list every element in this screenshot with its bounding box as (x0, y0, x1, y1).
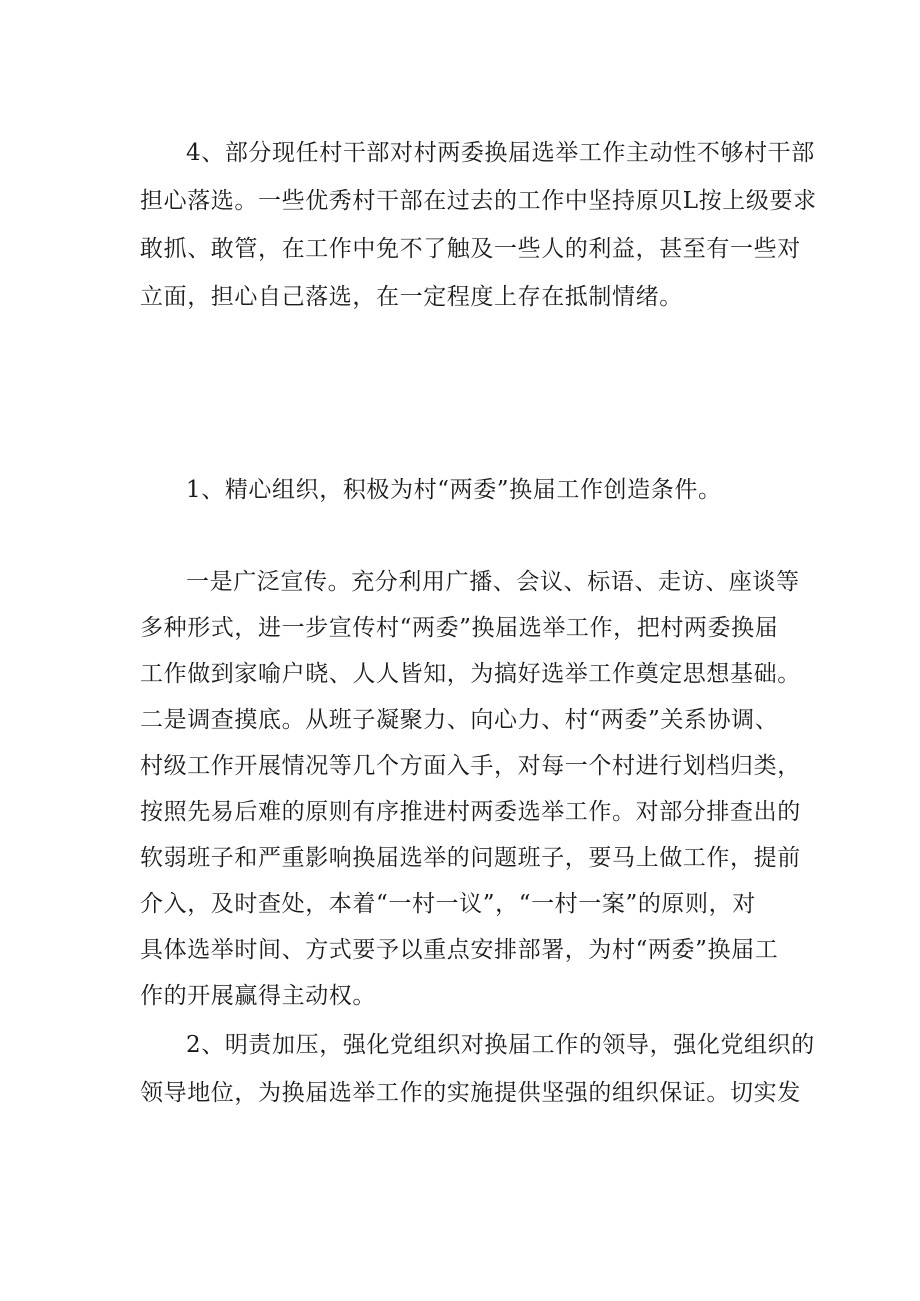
paragraph-1-line-3: 工作做到家喻户晓、人人皆知，为搞好选举工作奠定思想基础。 (140, 661, 801, 687)
paragraph-4-line-2: 担心落选。一些优秀村干部在过去的工作中坚持原贝L按上级要求 (140, 188, 817, 214)
paragraph-1-line-2: 多种形式，进一步宣传村“两委”换届选举工作，把村两委换届 (140, 615, 779, 641)
paragraph-4-line-3: 敢抓、敢管，在工作中免不了触及一些人的利益，甚至有一些对 (140, 236, 801, 262)
paragraph-1-line-9: 具体选举时间、方式要予以重点安排部署，为村“两委”换届工 (140, 937, 779, 963)
paragraph-4-line-1: 4、部分现任村干部对村两委换届选举工作主动性不够村干部 (186, 140, 815, 166)
paragraph-1-line-4: 二是调查摸底。从班子凝聚力、向心力、村“两委”关系协调、 (140, 707, 779, 733)
paragraph-2-line-1: 2、明责加压，强化党组织对换届工作的领导，强化党组织的 (186, 1032, 815, 1058)
paragraph-4-line-4: 立面，担心自己落选，在一定程度上存在抵制情绪。 (140, 284, 683, 310)
paragraph-1-line-8: 介入，及时查处，本着“一村一议”，“一村一案”的原则，对 (140, 891, 756, 917)
paragraph-1-line-6: 按照先易后难的原则有序推进村两委选举工作。对部分排查出的 (140, 799, 801, 825)
section-heading-1: 1、精心组织，积极为村“两委”换届工作创造条件。 (186, 477, 722, 503)
paragraph-1-line-10: 作的开展赢得主动权。 (140, 983, 376, 1009)
paragraph-1-line-7: 软弱班子和严重影响换届选举的问题班子，要马上做工作，提前 (140, 845, 801, 871)
paragraph-2-line-2: 领导地位，为换届选举工作的实施提供坚强的组织保证。切实发 (140, 1080, 801, 1106)
paragraph-1-line-1: 一是广泛宣传。充分利用广播、会议、标语、走访、座谈等 (186, 569, 800, 595)
paragraph-1-line-5: 村级工作开展情况等几个方面入手，对每一个村进行划档归类， (140, 753, 801, 779)
